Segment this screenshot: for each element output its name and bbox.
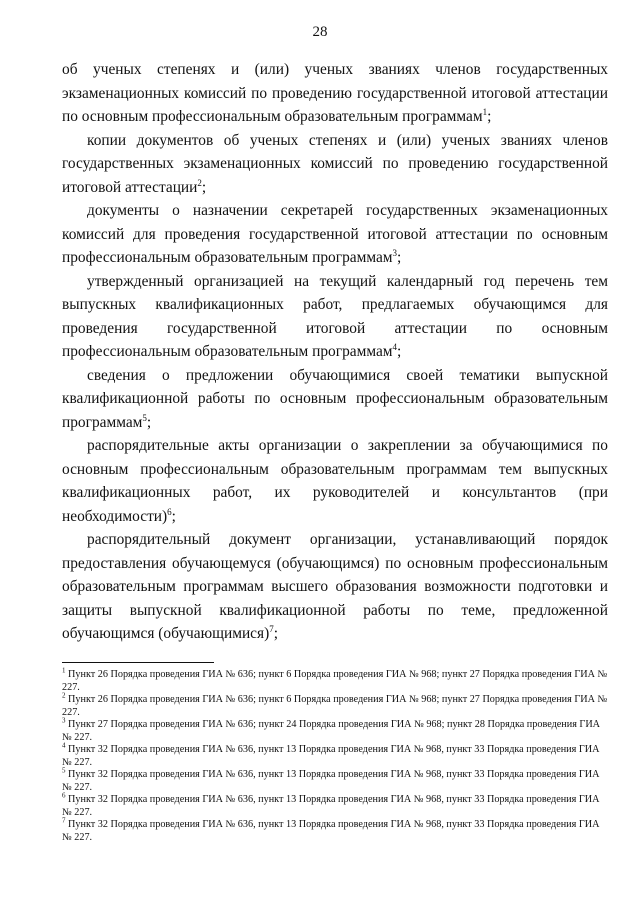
paragraph-tail: ; bbox=[397, 249, 402, 266]
footnote bbox=[62, 716, 608, 744]
footnote-text: Пункт 32 Порядка проведения ГИА № 636, пункт 13 Порядка проведения ГИА № 968, пункт 33 Порядка проведения ГИА № 227. bbox=[62, 794, 600, 818]
paragraph bbox=[62, 199, 608, 270]
footnote-text: Пункт 32 Порядка проведения ГИА № 636, пункт 13 Порядка проведения ГИА № 968, пункт 33 Порядка проведения ГИА № 227. bbox=[62, 819, 600, 843]
paragraph bbox=[62, 129, 608, 200]
footnote-ref[interactable]: 1 bbox=[482, 106, 488, 117]
paragraph-tail: ; bbox=[397, 343, 402, 360]
paragraph-tail: ; bbox=[146, 413, 152, 431]
footnote-ref[interactable]: 4 bbox=[392, 341, 398, 352]
paragraph-text: утвержденный организацией на текущий календарный год перечень тем выпускных квалификационных работ, предлагаемых обучающимся для проведения государственной итоговой аттестации по основным профессиональным образовательным программам bbox=[62, 272, 608, 360]
footnote-text: Пункт 32 Порядка проведения ГИА № 636, пункт 13 Порядка проведения ГИА № 968, пункт 33 Порядка проведения ГИА № 227. bbox=[62, 744, 600, 768]
paragraph bbox=[62, 58, 608, 129]
paragraph-text: копии документов об ученых степенях и (или) ученых званиях членов государственных экзаменационных комиссий по проведению государственной итоговой аттестации bbox=[62, 131, 608, 196]
document-body bbox=[62, 58, 608, 646]
footnote-number: 6 bbox=[62, 791, 66, 800]
footnote-number: 3 bbox=[62, 716, 66, 725]
footnote bbox=[62, 666, 608, 694]
footnote-number: 7 bbox=[62, 816, 66, 825]
footnote-ref[interactable]: 3 bbox=[392, 247, 398, 258]
paragraph-tail: ; bbox=[201, 178, 207, 196]
footnote bbox=[62, 791, 608, 819]
footnote-text: Пункт 26 Порядка проведения ГИА № 636; пункт 6 Порядка проведения ГИА № 968; пункт 27 Порядка проведения ГИА № 227. bbox=[62, 669, 608, 693]
footnote-number: 1 bbox=[62, 666, 66, 675]
paragraph-tail: ; bbox=[487, 108, 492, 125]
paragraph bbox=[62, 270, 608, 364]
footnote-number: 4 bbox=[62, 741, 66, 750]
footnote-ref[interactable]: 2 bbox=[197, 177, 202, 188]
footnote bbox=[62, 741, 608, 769]
footnote-ref[interactable]: 6 bbox=[167, 506, 172, 517]
paragraph-tail: ; bbox=[171, 507, 176, 525]
footnote-number: 5 bbox=[62, 766, 66, 775]
footnote-number: 2 bbox=[62, 691, 66, 700]
paragraph-text: распорядительные акты организации о закреплении за обучающимися по основным профессиональным образовательным программам тем выпускных квалификационных работ, их руководителей и консультантов (при необходимости) bbox=[62, 437, 608, 525]
footnote bbox=[62, 766, 608, 794]
footnote bbox=[62, 816, 608, 844]
paragraph-tail: ; bbox=[273, 625, 278, 642]
paragraph bbox=[62, 434, 608, 528]
footnote-text: Пункт 27 Порядка проведения ГИА № 636; пункт 24 Порядка проведения ГИА № 968; пункт 28 Порядка проведения ГИА № 227. bbox=[62, 719, 601, 743]
page-number: 28 bbox=[312, 24, 328, 40]
footnote-text: Пункт 32 Порядка проведения ГИА № 636, пункт 13 Порядка проведения ГИА № 968, пункт 33 Порядка проведения ГИА № 227. bbox=[62, 769, 600, 793]
footnote bbox=[62, 691, 608, 719]
paragraph-text: сведения о предложении обучающимися своей тематики выпускной квалификационной работы по основным профессиональным образовательным программам bbox=[62, 366, 608, 431]
paragraph-text: об ученых степенях и (или) ученых званиях членов государственных экзаменационных комиссий по проведению государственной итоговой аттестации по основным профессиональным образовательным программам bbox=[62, 61, 608, 125]
footnotes bbox=[62, 666, 608, 844]
footnote-ref[interactable]: 5 bbox=[142, 412, 147, 423]
paragraph-text: распорядительный документ организации, устанавливающий порядок предоставления обучающемуся (обучающимся) по основным профессиональным образовательным программам высшего образования возможности подготовки и защиты выпускной квалификационной работы по теме, предложенной обучающимся (обучающимися) bbox=[62, 531, 608, 642]
footnote-ref[interactable]: 7 bbox=[269, 623, 274, 634]
footnote-divider bbox=[62, 662, 214, 663]
paragraph-text: документы о назначении секретарей государственных экзаменационных комиссий для проведения государственной итоговой аттестации по основным профессиональным образовательным программам bbox=[62, 202, 608, 266]
paragraph bbox=[62, 364, 608, 435]
footnote-text: Пункт 26 Порядка проведения ГИА № 636; пункт 6 Порядка проведения ГИА № 968; пункт 27 Порядка проведения ГИА № 227. bbox=[62, 694, 608, 718]
paragraph bbox=[62, 528, 608, 646]
